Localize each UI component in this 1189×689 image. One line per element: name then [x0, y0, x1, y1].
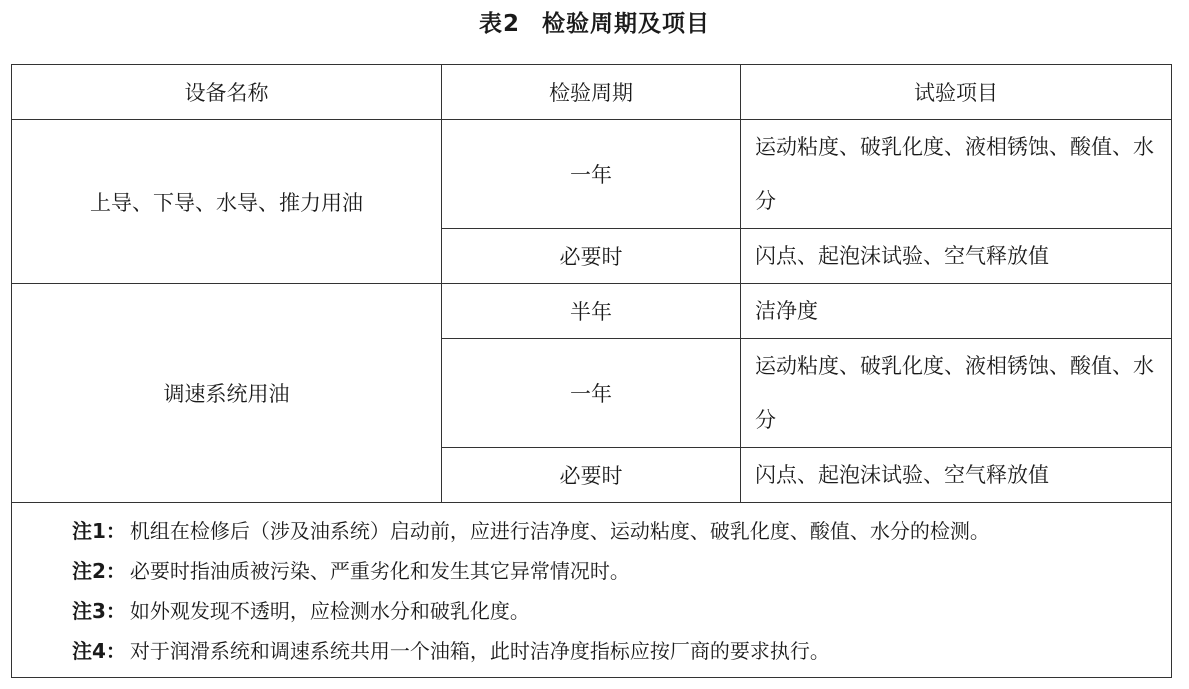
notes-cell — [12, 503, 1172, 678]
note-text: 对于润滑系统和调速系统共用一个油箱，此时洁净度指标应按厂商的要求执行。 — [129, 639, 830, 663]
note-2 — [72, 551, 1171, 591]
table-number: 表2 — [478, 11, 520, 37]
items-cell: 洁净度 — [741, 284, 1172, 339]
note-1 — [72, 511, 1171, 551]
header-equipment: 设备名称 — [12, 65, 442, 120]
cycle-cell: 必要时 — [442, 229, 741, 284]
note-3 — [72, 591, 1171, 631]
table-row — [12, 284, 1172, 339]
equipment-cell: 调速系统用油 — [12, 284, 442, 503]
note-4 — [72, 631, 1171, 671]
equipment-cell: 上导、下导、水导、推力用油 — [12, 120, 442, 284]
inspection-table — [11, 64, 1172, 678]
items-cell: 闪点、起泡沫试验、空气释放值 — [741, 229, 1172, 284]
note-label: 注4： — [72, 639, 126, 663]
note-label: 注1： — [72, 519, 126, 543]
cycle-cell: 必要时 — [442, 448, 741, 503]
note-text: 机组在检修后（涉及油系统）启动前，应进行洁净度、运动粘度、破乳化度、酸值、水分的检测。 — [129, 519, 990, 543]
cycle-cell: 一年 — [442, 120, 741, 229]
note-label: 注2： — [72, 559, 126, 583]
note-text: 必要时指油质被污染、严重劣化和发生其它异常情况时。 — [129, 559, 630, 583]
table-row — [12, 120, 1172, 229]
note-label: 注3： — [72, 599, 126, 623]
notes-row — [12, 503, 1172, 678]
cycle-cell: 一年 — [442, 339, 741, 448]
header-items: 试验项目 — [741, 65, 1172, 120]
items-cell: 运动粘度、破乳化度、液相锈蚀、酸值、水分 — [741, 339, 1172, 448]
items-cell: 闪点、起泡沫试验、空气释放值 — [741, 448, 1172, 503]
items-cell: 运动粘度、破乳化度、液相锈蚀、酸值、水分 — [741, 120, 1172, 229]
header-cycle: 检验周期 — [442, 65, 741, 120]
note-text: 如外观发现不透明，应检测水分和破乳化度。 — [129, 599, 530, 623]
table-title: 检验周期及项目 — [542, 11, 710, 37]
cycle-cell: 半年 — [442, 284, 741, 339]
header-row — [12, 65, 1172, 120]
table-caption — [0, 4, 1189, 44]
